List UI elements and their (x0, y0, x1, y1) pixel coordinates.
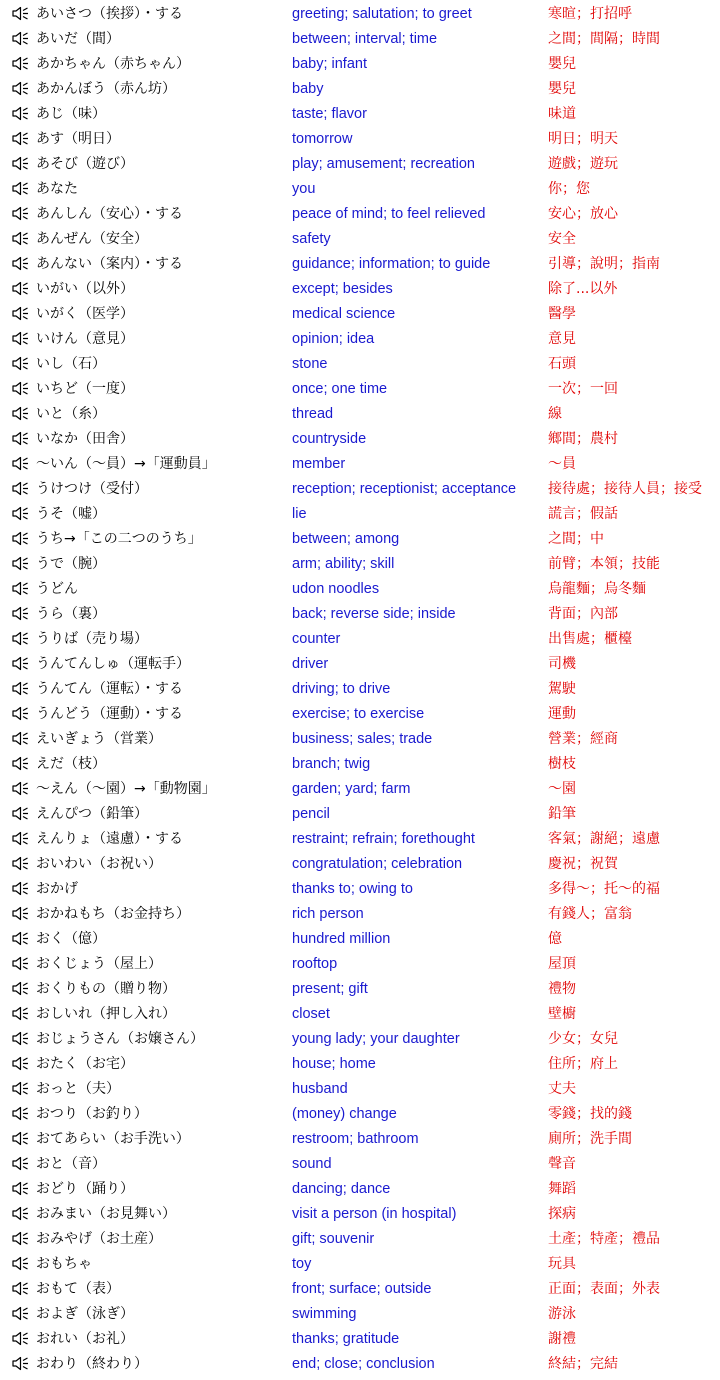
vocab-row (0, 677, 720, 702)
chinese-meaning: 舞蹈 (548, 1181, 576, 1197)
speaker-icon[interactable] (12, 181, 29, 196)
english-meaning: back; reverse side; inside (292, 606, 456, 622)
speaker-icon[interactable] (12, 1331, 29, 1346)
chinese-meaning: 接待處；接待人員；接受 (548, 481, 702, 497)
english-meaning: tomorrow (292, 131, 353, 147)
speaker-icon[interactable] (12, 256, 29, 271)
english-meaning: thanks; gratitude (292, 1331, 400, 1347)
english-meaning: between; interval; time (292, 31, 438, 47)
japanese-term: うんどう（運動）・する (36, 706, 183, 722)
chinese-meaning: 明日；明天 (548, 131, 618, 147)
japanese-term: あす（明日） (36, 131, 120, 147)
chinese-meaning: 安全 (548, 231, 576, 247)
vocab-row (0, 252, 720, 277)
vocab-row (0, 1152, 720, 1177)
speaker-icon[interactable] (12, 656, 29, 671)
japanese-term: おたく（お宅） (36, 1056, 134, 1072)
japanese-term: おてあらい（お手洗い） (36, 1131, 190, 1147)
japanese-term: おくりもの（贈り物） (36, 981, 176, 997)
vocab-row (0, 1327, 720, 1352)
japanese-term: おかねもち（お金持ち） (36, 906, 190, 922)
japanese-term: えんぴつ（鉛筆） (36, 806, 148, 822)
vocab-row (0, 1277, 720, 1302)
vocab-row (0, 1102, 720, 1127)
speaker-icon[interactable] (12, 856, 29, 871)
chinese-meaning: 遊戲；遊玩 (548, 156, 618, 172)
speaker-icon[interactable] (12, 456, 29, 471)
chinese-meaning: 出售處；櫃檯 (548, 631, 632, 647)
vocabulary-list (0, 2, 720, 1377)
japanese-term: いがく（医学） (36, 306, 134, 322)
english-meaning: reception; receptionist; acceptance (292, 481, 517, 497)
speaker-icon[interactable] (12, 206, 29, 221)
speaker-icon[interactable] (12, 281, 29, 296)
english-meaning: baby; infant (292, 56, 367, 72)
speaker-icon[interactable] (12, 1281, 29, 1296)
speaker-icon[interactable] (12, 81, 29, 96)
chinese-meaning: 終結；完結 (548, 1356, 618, 1372)
speaker-icon[interactable] (12, 331, 29, 346)
japanese-term: あいさつ（挨拶）・する (36, 6, 183, 22)
speaker-icon[interactable] (12, 1081, 29, 1096)
english-meaning: counter (292, 631, 341, 647)
speaker-icon[interactable] (12, 506, 29, 521)
japanese-term: うんてんしゅ（運転手） (36, 656, 190, 672)
chinese-meaning: 正面；表面；外表 (548, 1281, 660, 1297)
speaker-icon[interactable] (12, 731, 29, 746)
japanese-term: あんしん（安心）・する (36, 206, 183, 222)
english-meaning: (money) change (292, 1106, 397, 1122)
english-meaning: young lady; your daughter (292, 1031, 460, 1047)
vocab-row (0, 1302, 720, 1327)
japanese-term: いがい（以外） (36, 281, 134, 297)
japanese-term: うりば（売り場） (36, 631, 148, 647)
english-meaning: driver (292, 656, 329, 672)
english-meaning: between; among (292, 531, 400, 547)
japanese-term: あなた (36, 181, 78, 197)
english-meaning: sound (292, 1156, 332, 1172)
vocab-row (0, 802, 720, 827)
japanese-term: ～いん（～員）→「運動員」 (36, 456, 216, 472)
japanese-term: あそび（遊び） (36, 156, 134, 172)
speaker-icon[interactable] (12, 1256, 29, 1271)
chinese-meaning: 前臂；本領；技能 (548, 556, 660, 572)
vocab-row (0, 527, 720, 552)
english-meaning: lie (292, 506, 307, 522)
chinese-meaning: 除了...以外 (548, 281, 618, 297)
japanese-term: うら（裏） (36, 606, 106, 622)
english-meaning: rooftop (292, 956, 338, 972)
chinese-meaning: 營業；經商 (548, 731, 618, 747)
vocab-row (0, 127, 720, 152)
japanese-term: いし（石） (36, 356, 106, 372)
vocab-row (0, 727, 720, 752)
vocab-row (0, 1002, 720, 1027)
japanese-term: おみまい（お見舞い） (36, 1206, 176, 1222)
english-meaning: front; surface; outside (292, 1281, 432, 1297)
japanese-term: おつり（お釣り） (36, 1106, 148, 1122)
vocab-row (0, 1052, 720, 1077)
vocab-row (0, 1077, 720, 1102)
english-meaning: toy (292, 1256, 312, 1272)
vocab-row (0, 552, 720, 577)
speaker-icon[interactable] (12, 706, 29, 721)
vocab-row (0, 852, 720, 877)
english-meaning: driving; to drive (292, 681, 391, 697)
chinese-meaning: 游泳 (548, 1306, 576, 1322)
speaker-icon[interactable] (12, 1131, 29, 1146)
vocab-row (0, 777, 720, 802)
chinese-meaning: 億 (548, 931, 562, 947)
english-meaning: countryside (292, 431, 367, 447)
speaker-icon[interactable] (12, 156, 29, 171)
japanese-term: おくじょう（屋上） (36, 956, 162, 972)
vocab-row (0, 1227, 720, 1252)
english-meaning: restroom; bathroom (292, 1131, 419, 1147)
chinese-meaning: 背面；內部 (548, 606, 618, 622)
vocab-row (0, 202, 720, 227)
vocab-row (0, 502, 720, 527)
chinese-meaning: 禮物 (548, 981, 576, 997)
vocab-row (0, 2, 720, 27)
english-meaning: branch; twig (292, 756, 371, 772)
speaker-icon[interactable] (12, 581, 29, 596)
speaker-icon[interactable] (12, 556, 29, 571)
english-meaning: thanks to; owing to (292, 881, 413, 897)
english-meaning: udon noodles (292, 581, 380, 597)
japanese-term: おと（音） (36, 1156, 106, 1172)
japanese-term: いと（糸） (36, 406, 106, 422)
speaker-icon[interactable] (12, 481, 29, 496)
speaker-icon[interactable] (12, 1031, 29, 1046)
japanese-term: おもちゃ (36, 1256, 92, 1272)
english-meaning: taste; flavor (292, 106, 367, 122)
speaker-icon[interactable] (12, 1006, 29, 1021)
japanese-term: うで（腕） (36, 556, 106, 572)
chinese-meaning: 安心；放心 (548, 206, 618, 222)
english-meaning: closet (292, 1006, 330, 1022)
speaker-icon[interactable] (12, 631, 29, 646)
english-meaning: business; sales; trade (292, 731, 433, 747)
vocab-row (0, 277, 720, 302)
japanese-term: いなか（田舎） (36, 431, 134, 447)
chinese-meaning: 客氣；謝絕；遠慮 (548, 831, 660, 847)
speaker-icon[interactable] (12, 1156, 29, 1171)
chinese-meaning: ～員 (548, 456, 576, 472)
speaker-icon[interactable] (12, 56, 29, 71)
english-meaning: house; home (292, 1056, 376, 1072)
chinese-meaning: 謝禮 (548, 1331, 576, 1347)
chinese-meaning: 引導；說明；指南 (548, 256, 660, 272)
chinese-meaning: 寒暄；打招呼 (548, 6, 632, 22)
japanese-term: おっと（夫） (36, 1081, 120, 1097)
japanese-term: おもて（表） (36, 1281, 120, 1297)
chinese-meaning: 駕駛 (548, 681, 576, 697)
chinese-meaning: 之間；間隔；時間 (548, 31, 660, 47)
speaker-icon[interactable] (12, 531, 29, 546)
chinese-meaning: 一次；一回 (548, 381, 618, 397)
speaker-icon[interactable] (12, 956, 29, 971)
vocab-row (0, 627, 720, 652)
chinese-meaning: 探病 (548, 1206, 576, 1222)
japanese-term: いけん（意見） (36, 331, 134, 347)
japanese-term: ～えん（～園）→「動物園」 (36, 781, 216, 797)
japanese-term: あんない（案内）・する (36, 256, 183, 272)
japanese-term: おれい（お礼） (36, 1331, 134, 1347)
chinese-meaning: 玩具 (548, 1256, 576, 1272)
chinese-meaning: 零錢；找的錢 (548, 1106, 632, 1122)
english-meaning: you (292, 181, 316, 197)
vocab-row (0, 302, 720, 327)
vocab-row (0, 327, 720, 352)
chinese-meaning: 鉛筆 (548, 806, 576, 822)
vocab-row (0, 1202, 720, 1227)
vocab-row (0, 477, 720, 502)
japanese-term: うんてん（運転）・する (36, 681, 183, 697)
chinese-meaning: 鄉間；農村 (548, 431, 618, 447)
english-meaning: opinion; idea (292, 331, 375, 347)
japanese-term: おしいれ（押し入れ） (36, 1006, 176, 1022)
english-meaning: once; one time (292, 381, 388, 397)
vocab-row (0, 902, 720, 927)
speaker-icon[interactable] (12, 431, 29, 446)
japanese-term: えいぎょう（営業） (36, 731, 162, 747)
japanese-term: あじ（味） (36, 106, 106, 122)
chinese-meaning: 樹枝 (548, 756, 576, 772)
speaker-icon[interactable] (12, 681, 29, 696)
speaker-icon[interactable] (12, 1181, 29, 1196)
speaker-icon[interactable] (12, 781, 29, 796)
chinese-meaning: 土產；特產；禮品 (548, 1231, 660, 1247)
chinese-meaning: 廁所；洗手間 (548, 1131, 632, 1147)
chinese-meaning: ～園 (548, 781, 576, 797)
speaker-icon[interactable] (12, 356, 29, 371)
vocab-row (0, 152, 720, 177)
chinese-meaning: 謊言；假話 (548, 506, 618, 522)
english-meaning: garden; yard; farm (292, 781, 411, 797)
chinese-meaning: 運動 (548, 706, 576, 722)
vocab-row (0, 77, 720, 102)
english-meaning: present; gift (292, 981, 368, 997)
chinese-meaning: 石頭 (548, 356, 576, 372)
chinese-meaning: 烏龍麵；烏冬麵 (548, 581, 646, 597)
speaker-icon[interactable] (12, 1056, 29, 1071)
vocab-row (0, 52, 720, 77)
japanese-term: えんりょ（遠慮）・する (36, 831, 183, 847)
speaker-icon[interactable] (12, 406, 29, 421)
speaker-icon[interactable] (12, 1356, 29, 1371)
english-meaning: baby (292, 81, 324, 97)
english-meaning: peace of mind; to feel relieved (292, 206, 486, 222)
chinese-meaning: 你；您 (548, 181, 590, 197)
speaker-icon[interactable] (12, 106, 29, 121)
speaker-icon[interactable] (12, 831, 29, 846)
vocab-row (0, 177, 720, 202)
speaker-icon[interactable] (12, 981, 29, 996)
japanese-term: えだ（枝） (36, 756, 106, 772)
english-meaning: greeting; salutation; to greet (292, 6, 472, 22)
speaker-icon[interactable] (12, 131, 29, 146)
vocab-row (0, 1127, 720, 1152)
japanese-term: うけつけ（受付） (36, 481, 148, 497)
english-meaning: thread (292, 406, 334, 422)
speaker-icon[interactable] (12, 306, 29, 321)
japanese-term: いちど（一度） (36, 381, 134, 397)
japanese-term: あいだ（間） (36, 31, 120, 47)
vocab-row (0, 102, 720, 127)
vocab-row (0, 1177, 720, 1202)
japanese-term: うそ（嘘） (36, 506, 106, 522)
vocab-row (0, 702, 720, 727)
chinese-meaning: 丈夫 (548, 1081, 576, 1097)
vocab-row (0, 652, 720, 677)
vocab-row (0, 752, 720, 777)
japanese-term: おじょうさん（お嬢さん） (36, 1031, 204, 1047)
chinese-meaning: 醫學 (548, 306, 576, 322)
speaker-icon[interactable] (12, 31, 29, 46)
english-meaning: except; besides (292, 281, 393, 297)
vocab-row (0, 27, 720, 52)
vocab-row (0, 352, 720, 377)
vocab-row (0, 427, 720, 452)
speaker-icon[interactable] (12, 606, 29, 621)
chinese-meaning: 聲音 (548, 1156, 576, 1172)
chinese-meaning: 住所；府上 (548, 1056, 618, 1072)
japanese-term: おどり（踊り） (36, 1181, 134, 1197)
vocab-row (0, 827, 720, 852)
japanese-term: うどん (36, 581, 78, 597)
japanese-term: おわり（終わり） (36, 1356, 148, 1372)
chinese-meaning: 意見 (548, 331, 576, 347)
vocab-row (0, 602, 720, 627)
chinese-meaning: 之間；中 (548, 531, 604, 547)
vocab-row (0, 1352, 720, 1377)
english-meaning: hundred million (292, 931, 391, 947)
english-meaning: dancing; dance (292, 1181, 391, 1197)
speaker-icon[interactable] (12, 231, 29, 246)
speaker-icon[interactable] (12, 1306, 29, 1321)
chinese-meaning: 屋頂 (548, 956, 576, 972)
english-meaning: member (292, 456, 346, 472)
english-meaning: play; amusement; recreation (292, 156, 475, 172)
english-meaning: congratulation; celebration (292, 856, 463, 872)
chinese-meaning: 嬰兒 (548, 56, 576, 72)
speaker-icon[interactable] (12, 906, 29, 921)
japanese-term: おく（億） (36, 931, 106, 947)
english-meaning: arm; ability; skill (292, 556, 395, 572)
vocab-row (0, 1252, 720, 1277)
chinese-meaning: 有錢人；富翁 (548, 906, 632, 922)
vocab-row (0, 227, 720, 252)
vocab-row (0, 577, 720, 602)
speaker-icon[interactable] (12, 881, 29, 896)
english-meaning: rich person (292, 906, 364, 922)
chinese-meaning: 嬰兒 (548, 81, 576, 97)
speaker-icon[interactable] (12, 1231, 29, 1246)
vocab-row (0, 402, 720, 427)
japanese-term: あんぜん（安全） (36, 231, 148, 247)
english-meaning: safety (292, 231, 331, 247)
english-meaning: gift; souvenir (292, 1231, 375, 1247)
english-meaning: husband (292, 1081, 348, 1097)
english-meaning: swimming (292, 1306, 357, 1322)
chinese-meaning: 多得～；托～的福 (548, 881, 660, 897)
english-meaning: exercise; to exercise (292, 706, 425, 722)
japanese-term: あかちゃん（赤ちゃん） (36, 56, 190, 72)
speaker-icon[interactable] (12, 806, 29, 821)
japanese-term: おいわい（お祝い） (36, 856, 162, 872)
vocab-row (0, 452, 720, 477)
speaker-icon[interactable] (12, 1106, 29, 1121)
speaker-icon[interactable] (12, 756, 29, 771)
english-meaning: stone (292, 356, 328, 372)
japanese-term: おみやげ（お土産） (36, 1231, 162, 1247)
english-meaning: pencil (292, 806, 330, 822)
chinese-meaning: 味道 (548, 106, 576, 122)
japanese-term: あかんぼう（赤ん坊） (36, 81, 176, 97)
speaker-icon[interactable] (12, 6, 29, 21)
english-meaning: medical science (292, 306, 396, 322)
vocab-row (0, 952, 720, 977)
speaker-icon[interactable] (12, 1206, 29, 1221)
vocab-row (0, 977, 720, 1002)
english-meaning: end; close; conclusion (292, 1356, 435, 1372)
speaker-icon[interactable] (12, 931, 29, 946)
japanese-term: うち→「この二つのうち」 (36, 531, 202, 547)
speaker-icon[interactable] (12, 381, 29, 396)
vocab-row (0, 1027, 720, 1052)
vocab-row (0, 927, 720, 952)
japanese-term: およぎ（泳ぎ） (36, 1306, 134, 1322)
japanese-term: おかげ (36, 881, 78, 897)
english-meaning: restraint; refrain; forethought (292, 831, 475, 847)
english-meaning: visit a person (in hospital) (292, 1206, 457, 1222)
chinese-meaning: 壁櫥 (548, 1006, 576, 1022)
vocab-row (0, 377, 720, 402)
chinese-meaning: 線 (548, 406, 562, 422)
english-meaning: guidance; information; to guide (292, 256, 491, 272)
vocab-row (0, 877, 720, 902)
chinese-meaning: 司機 (548, 656, 576, 672)
chinese-meaning: 慶祝；祝賀 (548, 856, 618, 872)
chinese-meaning: 少女；女兒 (548, 1031, 618, 1047)
